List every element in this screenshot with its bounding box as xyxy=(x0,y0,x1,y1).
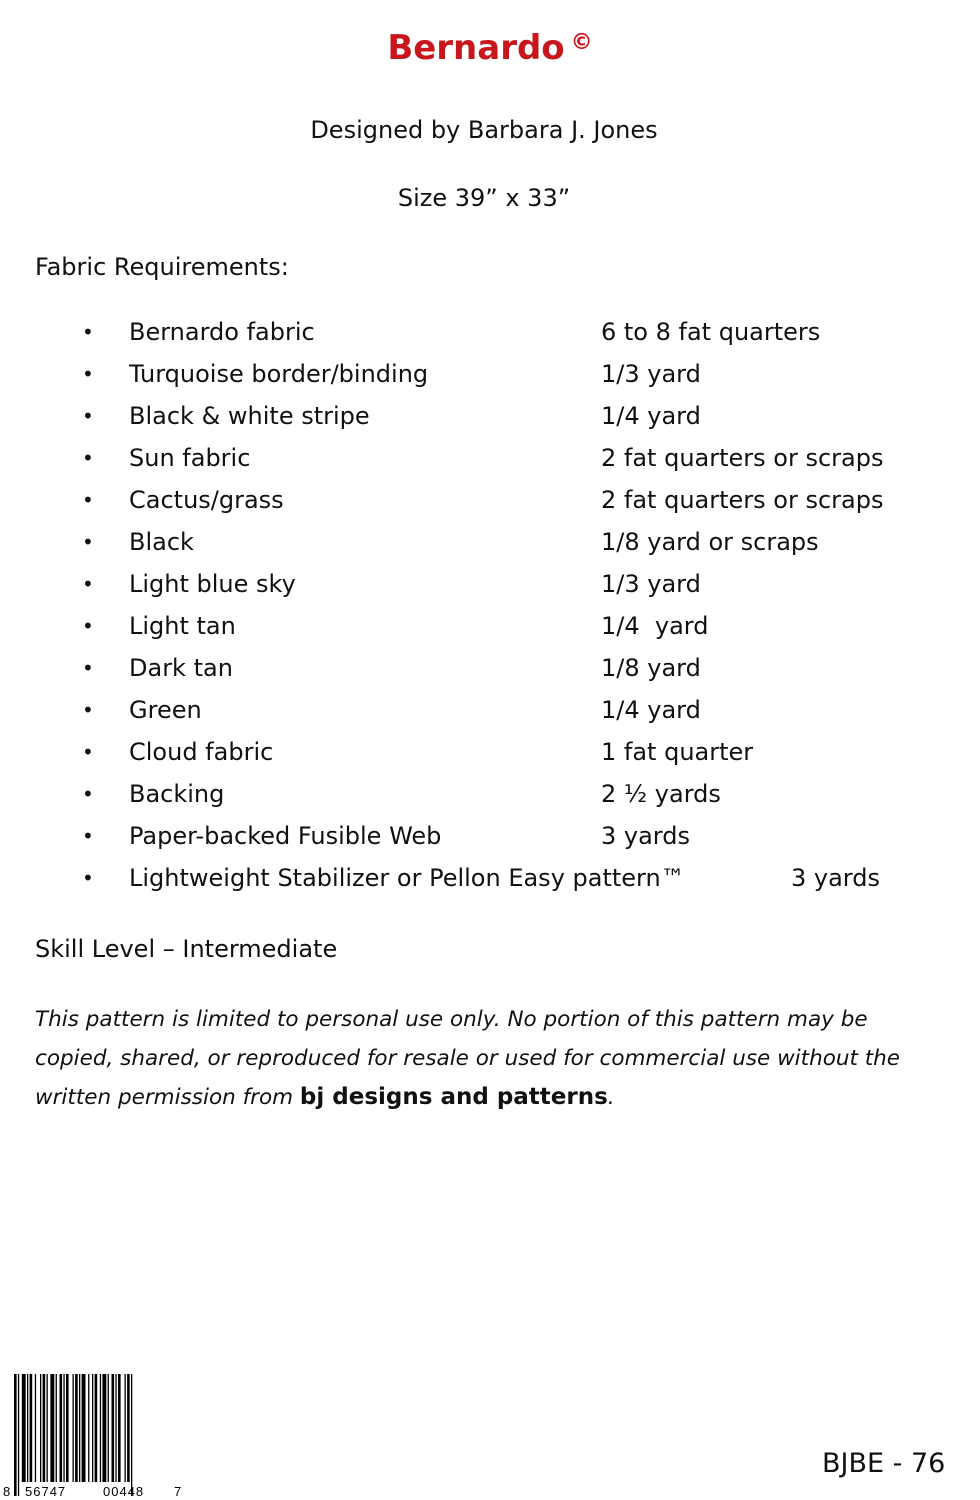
fabric-quantity: 2 ½ yards xyxy=(601,780,721,808)
skill-level: Skill Level – Intermediate xyxy=(35,935,338,963)
list-item xyxy=(0,738,980,780)
barcode-bar xyxy=(100,1374,101,1482)
fabric-requirements-list xyxy=(0,318,980,906)
barcode-bar xyxy=(22,1374,26,1482)
fabric-name: Lightweight Stabilizer or Pellon Easy pattern™ xyxy=(129,864,685,892)
barcode-bar xyxy=(92,1374,93,1482)
bullet-icon: • xyxy=(82,782,94,806)
barcode-bar xyxy=(35,1374,36,1482)
barcode-left-group: 56747 xyxy=(25,1484,67,1499)
list-item xyxy=(0,654,980,696)
barcode-bar xyxy=(75,1374,78,1482)
barcode-bar xyxy=(82,1374,86,1482)
fabric-name: Black & white stripe xyxy=(129,402,370,430)
fabric-name: Backing xyxy=(129,780,225,808)
barcode-bar xyxy=(43,1374,46,1482)
fabric-quantity: 1/4 yard xyxy=(601,402,701,430)
bullet-icon: • xyxy=(82,446,94,470)
fabric-name: Paper-backed Fusible Web xyxy=(129,822,442,850)
bullet-icon: • xyxy=(82,404,94,428)
fabric-name: Cactus/grass xyxy=(129,486,284,514)
bullet-icon: • xyxy=(82,740,94,764)
list-item xyxy=(0,780,980,822)
barcode-lead-digit: 8 xyxy=(3,1484,11,1499)
bullet-icon: • xyxy=(82,530,94,554)
quilt-size: Size 39” x 33” xyxy=(397,184,571,212)
fabric-quantity: 6 to 8 fat quarters xyxy=(601,318,821,346)
barcode-bar xyxy=(79,1374,80,1482)
fabric-name: Bernardo fabric xyxy=(129,318,315,346)
fabric-quantity: 1/8 yard xyxy=(601,654,701,682)
pattern-title xyxy=(0,28,980,68)
barcode-bar xyxy=(112,1374,115,1482)
list-item xyxy=(0,822,980,864)
bullet-icon: • xyxy=(82,866,94,890)
product-code: BJBE - 76 xyxy=(822,1448,946,1479)
fabric-quantity: 1/4 yard xyxy=(601,612,709,640)
fabric-name: Cloud fabric xyxy=(129,738,274,766)
barcode-bar xyxy=(88,1374,89,1482)
barcode-bar xyxy=(56,1374,57,1482)
barcode-bar xyxy=(95,1374,98,1482)
fabric-name: Black xyxy=(129,528,194,556)
bullet-icon: • xyxy=(82,614,94,638)
barcode-bar xyxy=(66,1374,69,1482)
bullet-icon: • xyxy=(82,320,94,344)
barcode-bar xyxy=(73,1374,74,1482)
barcode-bar xyxy=(131,1374,132,1496)
title-text: Bernardo xyxy=(387,28,565,68)
list-item xyxy=(0,696,980,738)
barcode-bar xyxy=(50,1374,54,1482)
barcode-bar xyxy=(27,1374,28,1482)
fabric-quantity: 1 fat quarter xyxy=(601,738,754,766)
barcode-bar xyxy=(127,1374,130,1482)
brand-name: bj designs and patterns xyxy=(299,1084,608,1110)
barcode-bars xyxy=(14,1374,132,1496)
fabric-quantity: 2 fat quarters or scraps xyxy=(601,444,884,472)
list-item xyxy=(0,360,980,402)
barcode xyxy=(0,1372,190,1500)
barcode-bar xyxy=(63,1374,64,1482)
fabric-name: Dark tan xyxy=(129,654,233,682)
barcode-bar xyxy=(115,1374,116,1482)
barcode-bar xyxy=(108,1374,109,1482)
bullet-icon: • xyxy=(82,698,94,722)
bullet-icon: • xyxy=(82,362,94,386)
fabric-name: Turquoise border/binding xyxy=(129,360,429,388)
barcode-check-digit: 7 xyxy=(174,1484,182,1499)
fabric-quantity: 3 yards xyxy=(601,822,690,850)
copyright-symbol: © xyxy=(570,30,593,55)
barcode-bar xyxy=(14,1374,17,1496)
list-item xyxy=(0,864,980,906)
list-item xyxy=(0,402,980,444)
barcode-bar xyxy=(60,1374,63,1482)
fabric-quantity: 2 fat quarters or scraps xyxy=(601,486,884,514)
fabric-quantity: 1/3 yard xyxy=(601,360,701,388)
list-item xyxy=(0,318,980,360)
list-item xyxy=(0,612,980,654)
barcode-bar xyxy=(47,1374,48,1482)
notice-text: This pattern is limited to personal use only. No portion of this pattern may be copied, shared, or reproduced for resale or used for commercial use without the written permission from xyxy=(35,1007,901,1110)
barcode-bar xyxy=(40,1374,41,1482)
fabric-name: Green xyxy=(129,696,202,724)
fabric-requirements-heading: Fabric Requirements: xyxy=(35,253,289,281)
fabric-name: Sun fabric xyxy=(129,444,251,472)
list-item xyxy=(0,486,980,528)
bullet-icon: • xyxy=(82,824,94,848)
fabric-name: Light blue sky xyxy=(129,570,296,598)
list-item xyxy=(0,444,980,486)
barcode-right-group: 00448 xyxy=(103,1484,145,1499)
barcode-bar xyxy=(18,1374,19,1496)
barcode-bar xyxy=(125,1374,126,1482)
notice-end: . xyxy=(607,1085,615,1110)
barcode-bar xyxy=(30,1374,33,1482)
fabric-quantity: 1/8 yard or scraps xyxy=(601,528,819,556)
usage-notice xyxy=(35,1000,945,1117)
fabric-quantity: 3 yards xyxy=(791,864,880,892)
fabric-name: Light tan xyxy=(129,612,236,640)
designer-line: Designed by Barbara J. Jones xyxy=(310,116,658,144)
fabric-quantity: 1/4 yard xyxy=(601,696,701,724)
bullet-icon: • xyxy=(82,572,94,596)
list-item xyxy=(0,528,980,570)
barcode-bar xyxy=(102,1374,106,1482)
bullet-icon: • xyxy=(82,656,94,680)
list-item xyxy=(0,570,980,612)
barcode-bar xyxy=(118,1374,121,1482)
bullet-icon: • xyxy=(82,488,94,512)
fabric-quantity: 1/3 yard xyxy=(601,570,701,598)
